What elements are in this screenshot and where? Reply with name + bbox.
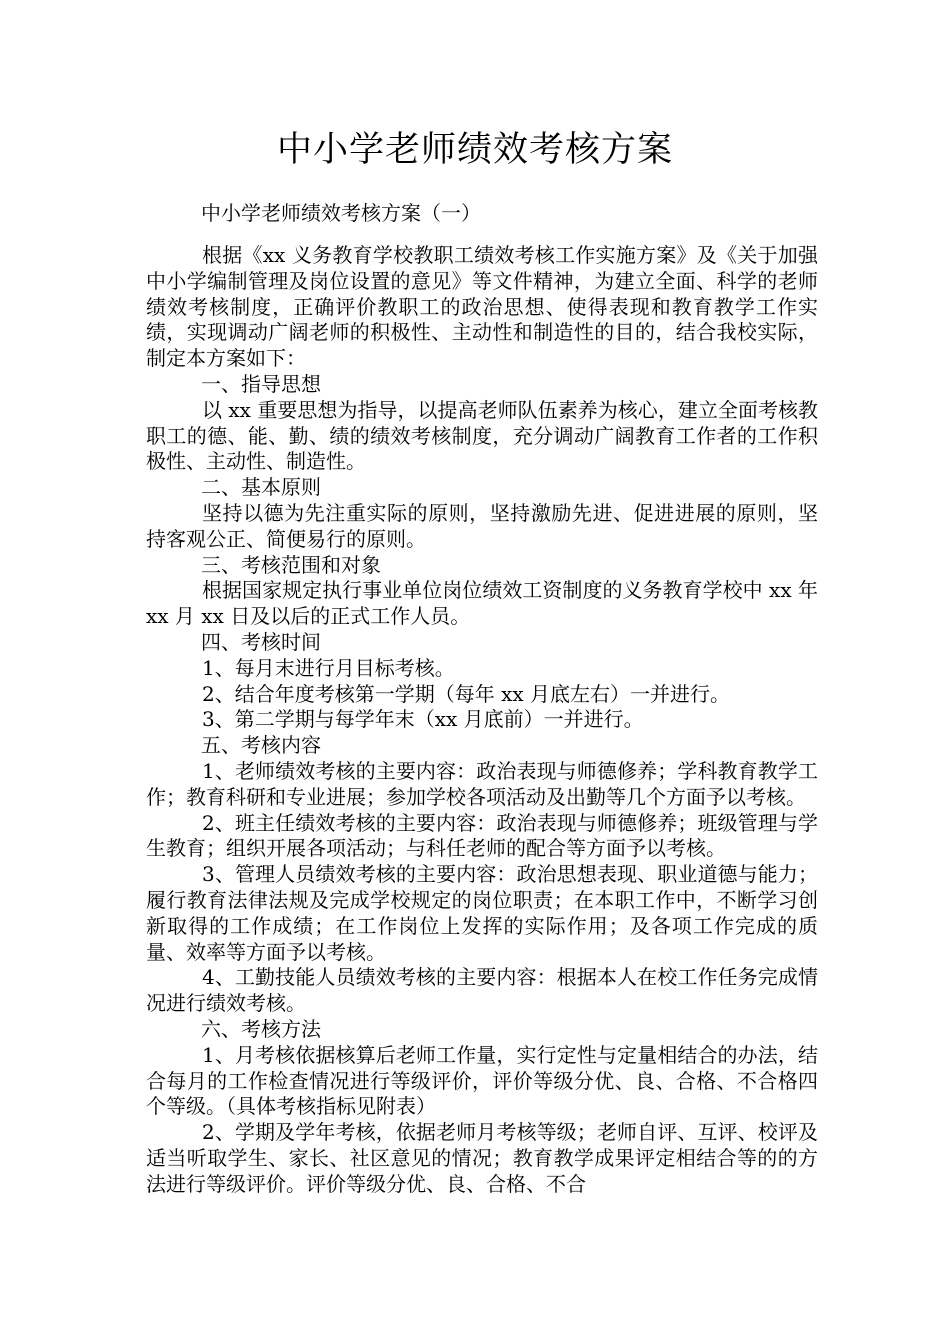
paragraph: 坚持以德为先注重实际的原则，坚持激励先进、促进进展的原则，坚持客观公正、简便易行的原则。 — [146, 500, 818, 551]
list-item: 1、月考核依据核算后老师工作量，实行定性与定量相结合的办法，结合每月的工作检查情况进行等级评价，评价等级分优、良、合格、不合格四个等级。（具体考核指标见附表） — [146, 1042, 818, 1119]
document-title: 中小学老师绩效考核方案 — [276, 130, 673, 170]
list-item: 1、老师绩效考核的主要内容：政治表现与师德修养；学科教育教学工作；教育科研和专业进展；参加学校各项活动及出勤等几个方面予以考核。 — [146, 758, 818, 809]
section-heading: 一、指导思想 — [201, 371, 321, 396]
list-item: 1、每月末进行月目标考核。 — [202, 655, 455, 680]
section-heading: 二、基本原则 — [201, 475, 321, 500]
document-subtitle: 中小学老师绩效考核方案（一） — [201, 201, 481, 225]
list-item: 4、工勤技能人员绩效考核的主要内容：根据本人在校工作任务完成情况进行绩效考核。 — [146, 965, 818, 1016]
paragraph: 根据国家规定执行事业单位岗位绩效工资制度的义务教育学校中 xx 年 xx 月 xx 日及以后的正式工作人员。 — [146, 578, 818, 629]
list-item: 3、第二学期与每学年末（xx 月底前）一并进行。 — [202, 707, 644, 732]
document-body — [146, 243, 818, 1197]
list-item: 2、结合年度考核第一学期（每年 xx 月底左右）一并进行。 — [202, 681, 730, 706]
section-heading: 五、考核内容 — [201, 733, 321, 758]
paragraph-intro: 根据《xx 义务教育学校教职工绩效考核工作实施方案》及《关于加强中小学编制管理及岗位设置的意见》等文件精神，为建立全面、科学的老师绩效考核制度，正确评价教职工的政治思想、使得表现和教育教学工作实绩，实现调动广阔老师的积极性、主动性和制造性的目的，结合我校实际，制定本方案如下： — [146, 243, 818, 371]
list-item: 2、学期及学年考核，依据老师月考核等级；老师自评、互评、校评及适当听取学生、家长、社区意见的情况；教育教学成果评定相结合等的的方法进行等级评价。评价等级分优、良、合格、不合 — [146, 1120, 818, 1196]
section-heading: 四、考核时间 — [201, 629, 321, 654]
section-heading: 六、考核方法 — [201, 1016, 321, 1041]
list-item: 2、班主任绩效考核的主要内容：政治表现与师德修养；班级管理与学生教育；组织开展各项活动；与科任老师的配合等方面予以考核。 — [146, 810, 818, 861]
list-item: 3、管理人员绩效考核的主要内容：政治思想表现、职业道德与能力；履行教育法律法规及完成学校规定的岗位职责；在本职工作中，不断学习创新取得的工作成绩；在工作岗位上发挥的实际作用；及各项工作完成的质量、效率等方面予以考核。 — [146, 862, 818, 964]
paragraph: 以 xx 重要思想为指导，以提高老师队伍素养为核心，建立全面考核教职工的德、能、勤、绩的绩效考核制度，充分调动广阔教育工作者的工作积极性、主动性、制造性。 — [146, 397, 818, 474]
section-heading: 三、考核范围和对象 — [201, 552, 381, 577]
